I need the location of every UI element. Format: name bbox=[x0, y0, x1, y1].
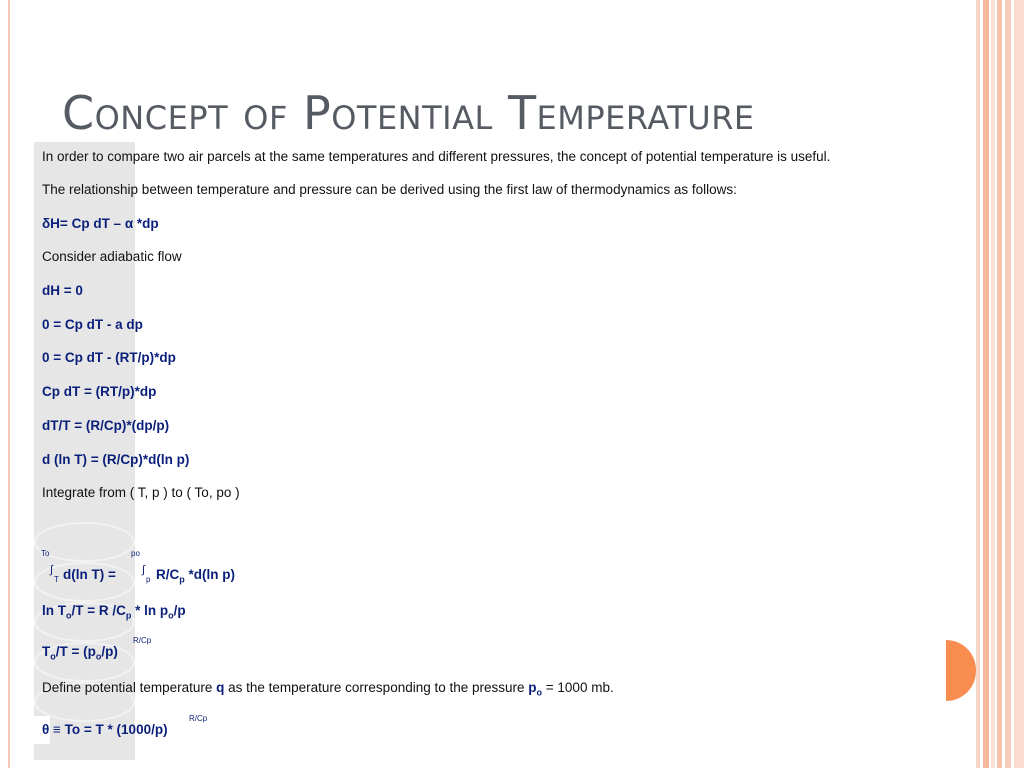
equation-power-exponent: R/Cp bbox=[133, 636, 152, 645]
equation-ln-ratio: $\ln T_o/T = R$ $/C_p$ * $\ln p_o/p$ bbox=[42, 603, 186, 621]
adiabatic-paragraph: Consider adiabatic flow bbox=[42, 249, 182, 264]
integral-lower-limit-1: T bbox=[54, 575, 59, 584]
define-paragraph: Define potential temperature q as the temperature corresponding to the pressure $p_o = 1000$ mb. bbox=[42, 680, 614, 698]
equation-first-law: δH= Cp dT – α *dp bbox=[42, 216, 159, 231]
integral-sign-icon: ∫ bbox=[142, 564, 146, 576]
left-border-line bbox=[8, 0, 10, 768]
equation-step-3: Cp dT = (RT/p)*dp bbox=[42, 384, 157, 399]
decorative-stripe bbox=[976, 0, 980, 768]
decorative-stripe bbox=[983, 0, 989, 768]
slide-title: Concept of Potential Temperature bbox=[62, 86, 755, 140]
equation-step-2: 0 = Cp dT - (RT/p)*dp bbox=[42, 350, 176, 365]
content-image bbox=[34, 142, 946, 760]
integral-upper-limit-2: po bbox=[131, 549, 140, 558]
equation-final-exponent: R/Cp bbox=[189, 714, 208, 723]
integral-lower-limit-2: p bbox=[146, 575, 151, 584]
integrate-paragraph: Integrate from ( T, p ) to ( To, po ) bbox=[42, 485, 240, 500]
decorative-stripe bbox=[991, 0, 995, 768]
equation-potential-temperature: θ ≡ To = T * (1000/p) bbox=[42, 722, 168, 737]
decorative-stripe bbox=[1014, 0, 1024, 768]
integral-upper-limit-1: To bbox=[41, 549, 50, 558]
integral-right-side: $R/C_p$ *d(ln p) bbox=[156, 567, 235, 585]
integral-sign-icon: ∫ bbox=[50, 564, 54, 576]
equation-power-ratio: $T_o/T = (p_o/p)$ bbox=[42, 644, 118, 662]
equation-step-5: d (ln T) = (R/Cp)*d(ln p) bbox=[42, 452, 190, 467]
intro-paragraph: In order to compare two air parcels at the same temperatures and different pressures, the concept of potential temperature is useful. bbox=[42, 149, 831, 164]
equation-dh-zero: dH = 0 bbox=[42, 283, 83, 298]
integral-left-side: d(ln T) = bbox=[63, 567, 116, 582]
decorative-half-circle bbox=[946, 640, 976, 701]
relationship-paragraph: The relationship between temperature and pressure can be derived using the first law of thermodynamics as follows: bbox=[42, 182, 737, 197]
gray-side-column bbox=[34, 142, 135, 760]
decorative-stripe bbox=[997, 0, 1002, 768]
equation-step-1: 0 = Cp dT - a dp bbox=[42, 317, 143, 332]
decorative-stripe bbox=[1005, 0, 1011, 768]
equation-step-4: dT/T = (R/Cp)*(dp/p) bbox=[42, 418, 170, 433]
